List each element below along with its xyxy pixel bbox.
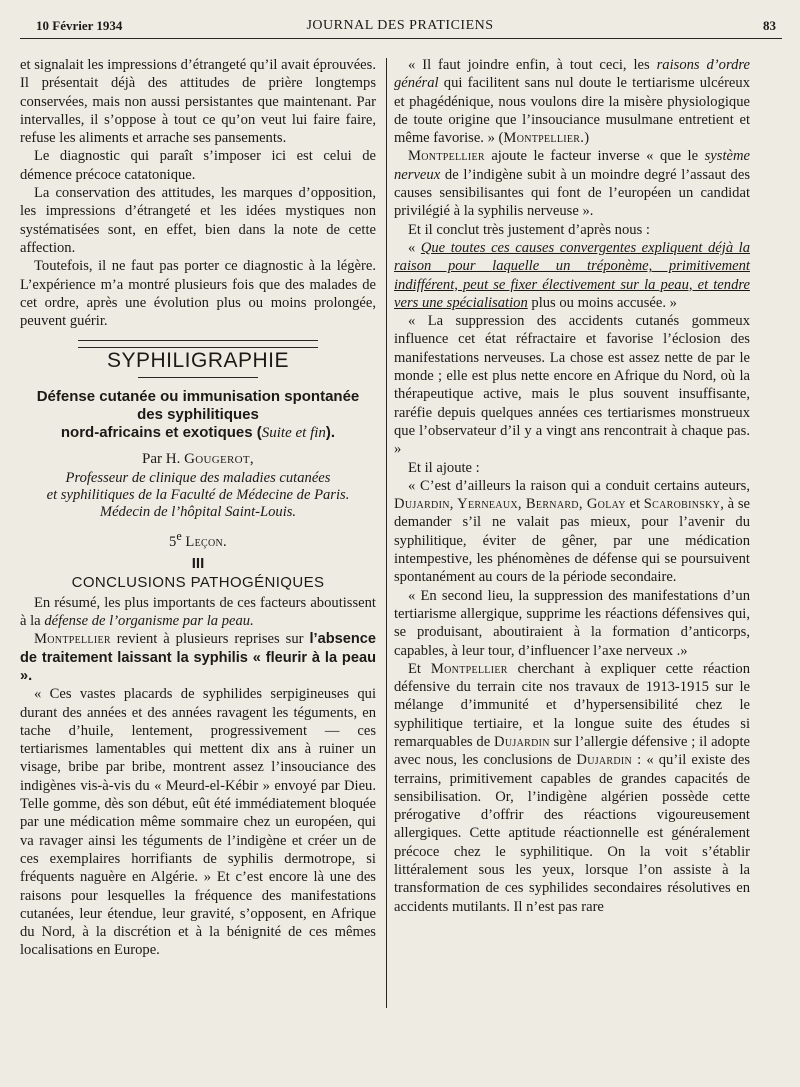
right-p4-text-c: plus ou moins accusée. » <box>527 294 677 311</box>
author-affiliation-2: et syphilitiques de la Faculté de Médecine de Paris. <box>46 487 350 504</box>
right-p1-text-d: ) <box>584 130 590 147</box>
header-page-number: 83 <box>763 18 776 33</box>
right-p1-emphasis: raisons d’ordre général <box>394 57 751 92</box>
right-p1-author: Montpellier. <box>503 130 585 147</box>
right-paragraph-2 <box>394 147 750 220</box>
right-p2-text-a: ajoute le facteur inverse « que le <box>484 148 705 165</box>
left-p6-author: Montpellier <box>34 631 111 648</box>
left-p6-text: revient à plusieurs reprises sur <box>110 631 310 648</box>
article-title-suite: Suite et fin <box>261 424 326 441</box>
right-paragraph-9 <box>394 660 750 916</box>
right-p9-text-a: Et <box>408 660 431 677</box>
left-column <box>20 56 376 960</box>
right-p1-text-a: « Il faut joindre enfin, à tout ceci, les <box>408 57 657 73</box>
lecon-number: 5 <box>169 533 177 550</box>
right-p7-author-2: Scarobinsky <box>643 496 721 513</box>
author-affiliation-3: Médecin de l’hôpital Saint-Louis. <box>99 504 297 521</box>
conclusions-heading: CONCLUSIONS PATHOGÉNIQUES <box>71 573 325 591</box>
right-paragraph-4 <box>394 239 750 312</box>
author-affiliation-1: Professeur de clinique des maladies cutanées <box>65 470 331 487</box>
left-p5-emphasis: défense de l’organisme par la peau. <box>44 613 254 630</box>
part-number: III <box>191 555 205 573</box>
right-p9-author-3: Dujardin <box>576 752 633 769</box>
author-name: Gougerot, <box>184 450 254 467</box>
right-p9-author: Montpellier <box>430 660 508 677</box>
header-journal-title: JOURNAL DES PRATICIENS <box>306 18 494 33</box>
section-title: SYPHILIGRAPHIE <box>106 349 290 373</box>
page-header <box>20 18 780 40</box>
left-paragraph-3: La conservation des attitudes, les marques d’opposition, les impressions d’étrangeté et les idées mystiques non systématisées sont, en effet, bien dans la note de cette affection. <box>20 185 376 256</box>
right-p2-author: Montpellier <box>408 148 485 165</box>
article-title-line-1: Défense cutanée ou immunisation spontanée <box>36 387 360 405</box>
column-divider <box>386 58 387 1008</box>
lecon-word: Leçon. <box>185 533 227 550</box>
right-p9-text-b: cherchant à expliquer cette réaction défensive du terrain cite nos travaux de 1913-1915 sur le mélange d’immunité et d’hypersensibilité chez le syphilitique tertiaire, et la longue suite des études si remarquables de <box>394 660 750 750</box>
lecon-superscript: e <box>176 529 182 544</box>
right-p2-emphasis: système nerveux <box>394 148 750 183</box>
right-p1-text-c: qui facilitent sans nul doute le tertiarisme ulcéreux et phagédénique, nous voulons dire la misère physiologique de toute origine que l’insouciance musulmane entretient et même favorise. » ( <box>394 75 750 147</box>
right-p9-text-c: sur l’allergie défensive ; il adopte avec nous, les conclusions de <box>394 733 750 769</box>
author-prefix: Par H. <box>142 450 185 467</box>
right-p4-emphasis: Que toutes ces causes convergentes expliquent déjà la raison pour laquelle un tréponème, primitivement indifférent, peut se fixer électivement sur la peau, et tendre vers une spécialisation <box>394 239 750 311</box>
article-title-line-3-text: nord-africains et exotiques ( <box>60 423 262 441</box>
article-title-line-3 <box>20 424 376 442</box>
right-paragraph-8: « En second lieu, la suppression des manifestations d’un tertiarisme allergique, supprime les réactions défensives qui, se produisant, aboutiraient à la formation d’anticorps, capables, à leur tour, d’influencer l’axe nerveux .» <box>394 587 750 659</box>
right-p7-text-c: , à se demander s’il ne valait pas mieux, pour l’avenir du syphilitique, éviter de gêner, par une médication intempestive, les phénomènes de défense qui se poursuivent spontanément au cours de la période secondaire. <box>394 496 750 586</box>
left-p5-text: En résumé, les plus importants de ces facteurs aboutissent à la <box>20 594 376 630</box>
right-p4-text-a: « <box>408 239 421 256</box>
right-p7-text-b: et <box>625 496 644 513</box>
right-p9-text-d: : « qu’il existe des terrains, primitivement capables de grandes capacités de sensibilisation. Or, l’indigène algérien possède cette prérogative d’offrir des réactions vigoureusement allergiques. Cette aptitude réactionnelle est généralement précoce chez le syphilitique. On la voit s’établir littéralement sous les yeux, lorsque l’on assiste à la transformation de ces syphilides secondaires résolutives en accidents mutilants. Il n’est pas rare <box>394 752 750 915</box>
author-line <box>20 450 376 468</box>
left-paragraph-4: Toutefois, il ne faut pas porter ce diagnostic à la légère. L’expérience m’a montré plusieurs fois que des malades de cet ordre, après une évolution plus ou moins prolongée, peuvent guérir. <box>20 258 376 330</box>
right-paragraph-7 <box>394 477 750 587</box>
left-paragraph-1: et signalait les impressions d’étrangeté qu’il avait éprouvées. Il présentait déjà des attitudes de prière longtemps conservées, mais non aussi persistantes que maintenant. Par intervalles, il s’oppose à tout ce qu’on veut lui faire faire, refuse les aliments et arrache ses pansements. <box>20 57 376 147</box>
right-paragraph-6: Et il ajoute : <box>408 459 480 476</box>
right-paragraph-5: « La suppression des accidents cutanés gommeux influence cet état réfractaire et favorise l’éclosion des manifestations nerveuses. La chose est assez nette de par le monde ; elle est plus nette encore en Afrique du Nord, où la thérapeutique active, mais le plus souvent insuffisante, raréfie depuis quelques années ces tertiarismes monstrueux que l’observateur d’il y a vingt ans rencontrait à chaque pas. » <box>394 313 750 458</box>
lecon-line <box>20 527 376 551</box>
section-rule-top <box>78 340 318 341</box>
header-rule <box>20 38 782 39</box>
section-rule-top-thin <box>78 347 318 348</box>
right-p7-text-a: « C’est d’ailleurs la raison qui a conduit certains auteurs, <box>408 477 750 494</box>
article-title <box>20 388 376 442</box>
header-date: 10 Février 1934 <box>36 18 123 33</box>
right-column <box>394 56 750 916</box>
left-p6-bold: l’absence de traitement laissant la syphilis « fleurir à la peau ». <box>20 631 376 684</box>
article-title-end: ). <box>325 423 336 441</box>
left-paragraph-7: « Ces vastes placards de syphilides serpigineuses qui durant des années et des années ravagent les téguments, en tache d’huile, lentement, progressivement — ces tertiarismes lamentables qui mettent dix ans à ruiner un visage, bribe par bribe, montrent assez l’insouciance des indigènes vis-à-vis du « Meurd-el-Kébir » envoyé par Dieu. Telle gomme, dès son début, eût été immédiatement bloquée par une médication même sommaire chez un européen, qui va ravager ainsi les téguments de l’indigène et créer un de ces exemplaires horrifiants de syphilis dermotrope, si fréquents naguère en Algérie. » Et c’est encore là une des raisons pour lesquelles la fréquence des manifestations cutanées, leur étendue, leur gravité, s’opposent, en Afrique du Nord, à la discrétion et à la bénignité de ces mêmes localisations en Europe. <box>20 686 376 959</box>
left-paragraph-6 <box>20 630 376 685</box>
left-paragraph-5 <box>20 594 376 631</box>
right-p7-authors: Dujardin, Yerneaux, Bernard, Golay <box>394 496 626 513</box>
left-paragraph-2: Le diagnostic qui paraît s’imposer ici est celui de démence précoce catatonique. <box>20 148 376 183</box>
section-rule-bottom <box>138 377 258 378</box>
right-p2-text-c: de l’indigène subit à un moindre degré l’assaut des causes sensibilisantes qui font de l’européen un candidat privilégié à la syphilis nerveuse ». <box>394 166 750 220</box>
right-paragraph-3: Et il conclut très justement d’après nous : <box>408 221 650 238</box>
right-paragraph-1 <box>394 56 750 147</box>
right-p9-author-2: Dujardin <box>494 733 550 750</box>
article-title-line-2: des syphilitiques <box>137 405 259 423</box>
